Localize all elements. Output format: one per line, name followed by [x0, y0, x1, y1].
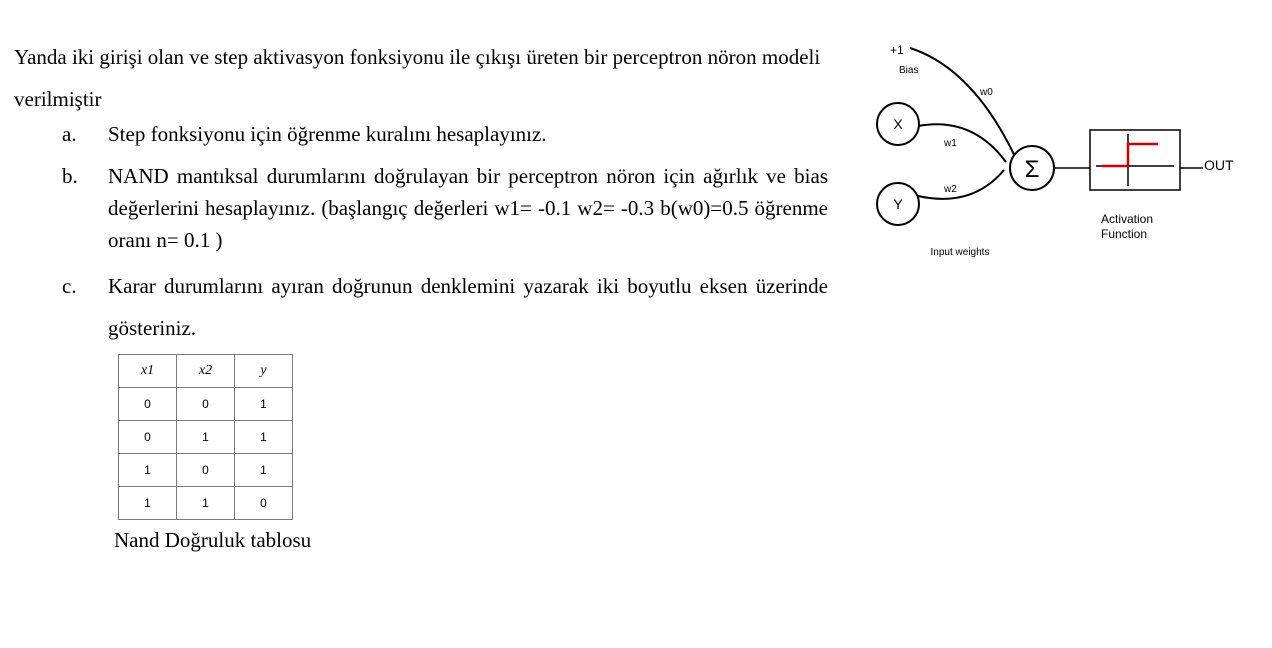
weight-w1-label: w1	[944, 138, 957, 149]
y-connection-line	[918, 170, 1004, 199]
summation-node	[1010, 146, 1054, 190]
bias-connection-line	[910, 48, 1022, 172]
table-cell: 0	[235, 487, 293, 520]
input-node-y	[877, 183, 919, 225]
table-cell: 0	[177, 388, 235, 421]
bias-label: Bias	[899, 65, 919, 76]
table-cell: 1	[235, 388, 293, 421]
activation-label-line1: Activation	[1100, 212, 1154, 226]
table-cell: 0	[177, 454, 235, 487]
item-text: Karar durumlarını ayıran doğrunun denklemini yazarak iki boyutlu eksen üzerinde gösteriniz.	[108, 274, 828, 340]
header-x2: x2	[177, 355, 235, 388]
question-item-b	[62, 160, 828, 256]
table-cell: 0	[119, 421, 177, 454]
input-node-x	[877, 103, 919, 145]
table-cell: 1	[177, 421, 235, 454]
item-marker: c.	[62, 274, 77, 298]
input-y-label: Y	[893, 196, 903, 212]
activation-label-line2: Function	[1100, 227, 1148, 241]
table-cell: 1	[119, 454, 177, 487]
table-cell: 1	[119, 487, 177, 520]
table-row	[119, 454, 293, 487]
question-intro: Yanda iki girişi olan ve step aktivasyon fonksiyonu ile çıkışı üreten bir perceptron nöron modeli verilmiştir	[14, 45, 821, 111]
output-label: OUT	[1204, 157, 1234, 173]
input-weights-label: Input weights	[930, 247, 990, 258]
question-item-c	[62, 265, 828, 349]
table-cell: 1	[177, 487, 235, 520]
weight-w0-label: w0	[980, 87, 993, 98]
table-cell: 1	[235, 454, 293, 487]
question-item-a	[62, 116, 828, 152]
table-row	[119, 388, 293, 421]
x-connection-line	[918, 124, 1006, 162]
sigma-symbol: Σ	[1024, 156, 1040, 183]
header-x1: x1	[119, 355, 177, 388]
table-cell: 0	[119, 388, 177, 421]
header-y: y	[235, 355, 293, 388]
table-row	[119, 487, 293, 520]
table-row	[119, 421, 293, 454]
table-header-row	[119, 355, 293, 388]
bias-value: +1	[890, 43, 904, 57]
table-caption: Nand Doğruluk tablosu	[114, 528, 312, 552]
weight-w2-label: w2	[944, 184, 957, 195]
input-x-label: X	[893, 116, 903, 132]
item-text: Step fonksiyonu için öğrenme kuralını hesaplayınız.	[108, 122, 547, 146]
table-cell: 1	[235, 421, 293, 454]
perceptron-diagram	[860, 36, 1260, 276]
item-marker: a.	[62, 122, 77, 146]
item-text: NAND mantıksal durumlarını doğrulayan bir perceptron nöron için ağırlık ve bias değerlerini hesaplayınız. (başlangıç değerleri w1= -0.1 w2= -0.3 b(w0)=0.5 öğrenme oranı n= 0.1 )	[108, 164, 828, 252]
truth-table	[118, 354, 293, 520]
activation-function-box	[1090, 130, 1180, 190]
item-marker: b.	[62, 164, 78, 188]
